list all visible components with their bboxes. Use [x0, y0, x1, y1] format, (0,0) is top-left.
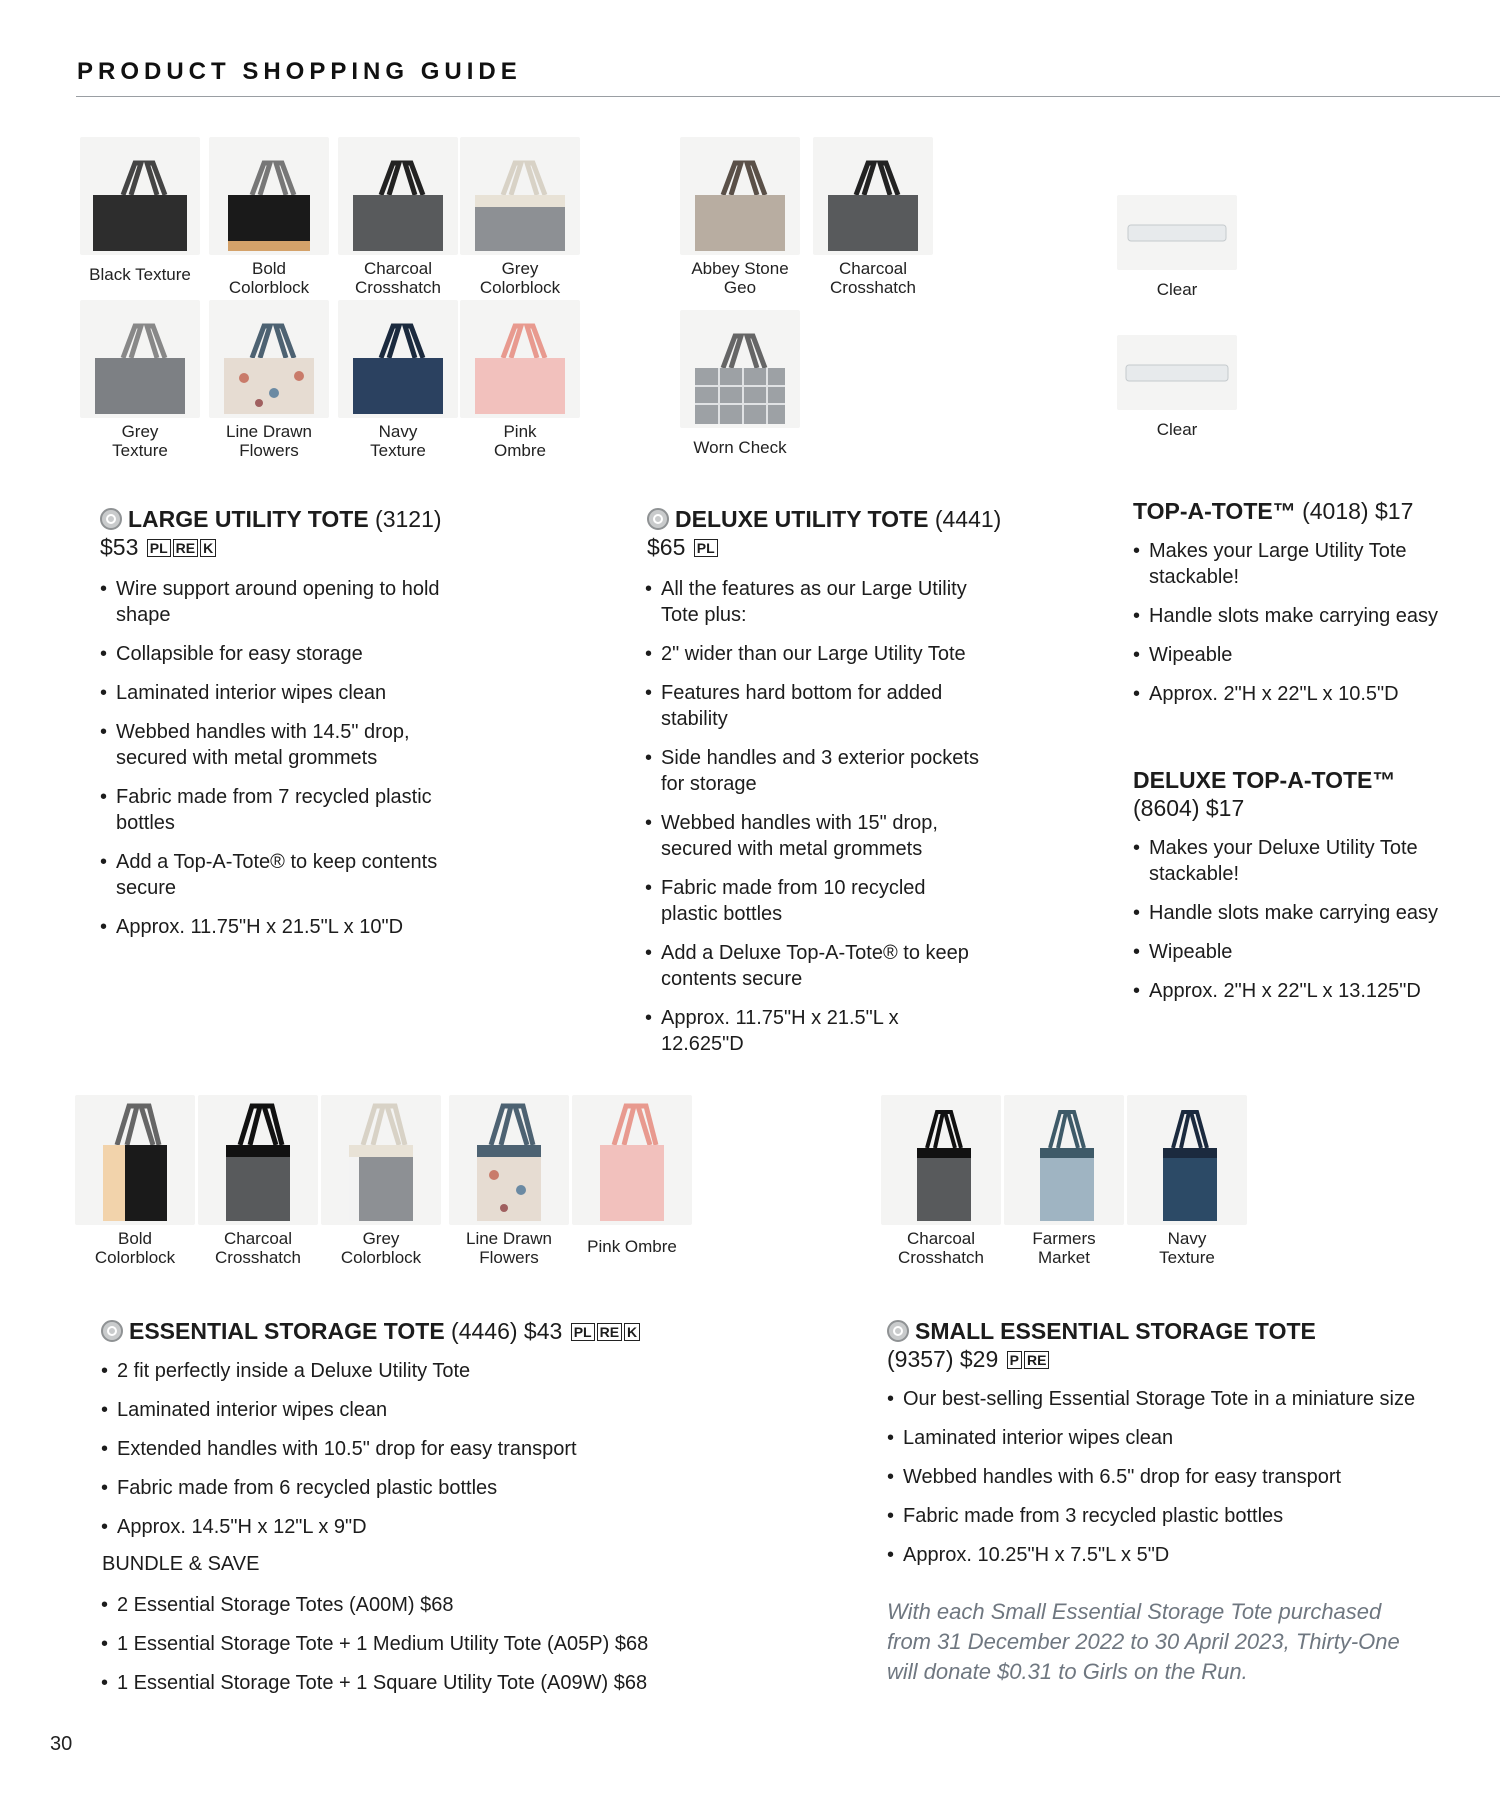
feature-item: • Add a Top-A-Tote® to keep contents secure: [100, 849, 440, 901]
swatch-label: Bold: [251, 259, 287, 278]
large-utility-features: [100, 576, 440, 953]
bundle-item: • 1 Essential Storage Tote + 1 Square Utility Tote (A09W) $68: [101, 1670, 741, 1696]
swatch-ess-charcoal-crosshatch[interactable]: [193, 1095, 323, 1267]
badge-pl: PL: [571, 1323, 595, 1341]
swatch-label-2: Colorblock: [479, 278, 561, 297]
swatch-bold-colorblock[interactable]: [204, 137, 334, 297]
tote-image: [891, 1100, 991, 1225]
large-utility-price-line: [100, 533, 216, 561]
essential-storage-features: [101, 1358, 721, 1553]
top-a-tote-title: [1133, 497, 1413, 525]
feature-item: • Laminated interior wipes clean: [101, 1397, 721, 1423]
swatch-label: Grey: [362, 1229, 400, 1248]
deluxe-top-a-tote-features: [1133, 835, 1463, 1017]
swatch-deluxe-charcoal-crosshatch[interactable]: [808, 137, 938, 297]
header-divider: [76, 96, 1500, 97]
swatch-label: Abbey Stone: [691, 259, 789, 278]
bundle-item: • 2 Essential Storage Totes (A00M) $68: [101, 1592, 741, 1618]
feature-item: • Wipeable: [1133, 939, 1463, 965]
feature-item: • Fabric made from 10 recycled plastic bottles: [645, 875, 985, 927]
product-price: $53: [100, 534, 139, 560]
badge-k: K: [624, 1323, 640, 1341]
swatch-label-2: Geo: [723, 278, 757, 297]
recycle-icon: [100, 508, 122, 530]
swatch-small-navy-texture[interactable]: [1122, 1095, 1252, 1267]
swatch-worn-check[interactable]: [675, 310, 805, 457]
tote-image: [459, 1100, 559, 1225]
feature-item: • Webbed handles with 14.5" drop, secured with metal grommets: [100, 719, 440, 771]
tote-image: [1014, 1100, 1114, 1225]
swatch-charcoal-crosshatch[interactable]: [333, 137, 463, 297]
deluxe-utility-price-line: [647, 533, 718, 561]
swatch-label: Worn Check: [693, 438, 787, 457]
badge-re: RE: [597, 1323, 622, 1341]
swatch-label-2: Texture: [1159, 1248, 1215, 1267]
feature-item: • Fabric made from 3 recycled plastic bottles: [887, 1503, 1467, 1529]
badge-re: RE: [1024, 1351, 1049, 1369]
small-essential-title: [887, 1317, 1316, 1345]
small-essential-price-line: [887, 1345, 1049, 1373]
deluxe-utility-title: [647, 505, 1001, 533]
feature-item: • Wipeable: [1133, 642, 1463, 668]
swatch-label-2: Colorblock: [340, 1248, 422, 1267]
product-code: (3121): [368, 506, 442, 532]
swatch-label: Charcoal: [363, 259, 433, 278]
tote-image: [214, 155, 324, 255]
swatch-small-farmers-market[interactable]: [999, 1095, 1129, 1267]
product-name: LARGE UTILITY TOTE: [128, 506, 369, 532]
swatch-label: Pink: [503, 422, 537, 441]
tote-image: [343, 155, 453, 255]
feature-item: • Webbed handles with 15" drop, secured with metal grommets: [645, 810, 985, 862]
product-name: DELUXE UTILITY TOTE: [675, 506, 929, 532]
swatch-label-2: Colorblock: [228, 278, 310, 297]
product-name: SMALL ESSENTIAL STORAGE TOTE: [915, 1318, 1316, 1344]
page-number: 30: [50, 1733, 73, 1755]
feature-item: • Fabric made from 6 recycled plastic bottles: [101, 1475, 721, 1501]
swatch-label-2: Crosshatch: [830, 278, 916, 297]
swatch-ess-line-drawn-flowers[interactable]: [444, 1095, 574, 1267]
swatch-label: Farmers: [1032, 1229, 1096, 1248]
feature-item: • Collapsible for easy storage: [100, 641, 440, 667]
swatch-label: Line Drawn: [226, 422, 312, 441]
bundle-item: • 1 Essential Storage Tote + 1 Medium Utility Tote (A05P) $68: [101, 1631, 741, 1657]
feature-item: • Approx. 2"H x 22"L x 10.5"D: [1133, 681, 1463, 707]
recycle-icon: [647, 508, 669, 530]
tote-image: [208, 1100, 308, 1225]
swatch-label-2: Colorblock: [94, 1248, 176, 1267]
badge-pl: PL: [147, 539, 171, 557]
tote-image: [685, 328, 795, 428]
feature-item: • Our best-selling Essential Storage Tote in a miniature size: [887, 1386, 1467, 1412]
recycle-icon: [887, 1320, 909, 1342]
swatch-label: Navy: [378, 422, 418, 441]
swatch-label: Grey: [501, 259, 539, 278]
feature-item: • Makes your Large Utility Tote stackable!: [1133, 538, 1463, 590]
swatch-ess-bold-colorblock[interactable]: [70, 1095, 200, 1267]
swatch-label: Charcoal: [906, 1229, 976, 1248]
feature-item: • Approx. 11.75"H x 21.5"L x 10"D: [100, 914, 440, 940]
tote-image: [214, 318, 324, 418]
swatch-line-drawn-flowers[interactable]: [204, 300, 334, 460]
donation-note: With each Small Essential Storage Tote purchased from 31 December 2022 to 30 April 2023, Thirty-One will donate $0.31 to Girls on the Run.: [887, 1599, 1400, 1684]
badge-k: K: [200, 539, 216, 557]
product-price: $65: [647, 534, 686, 560]
swatch-ess-pink-ombre[interactable]: [567, 1095, 697, 1256]
swatch-ess-grey-colorblock[interactable]: [316, 1095, 446, 1267]
tote-image: [465, 318, 575, 418]
product-code: (4018) $17: [1295, 498, 1414, 524]
swatch-label-2: Flowers: [239, 441, 299, 460]
feature-item: • Wire support around opening to hold shape: [100, 576, 440, 628]
swatch-label: Pink Ombre: [587, 1237, 677, 1256]
feature-item: • Handle slots make carrying easy: [1133, 603, 1463, 629]
tote-image: [85, 155, 195, 255]
swatch-label-2: Crosshatch: [215, 1248, 301, 1267]
deluxe-utility-features: [645, 576, 985, 1070]
tote-image: [85, 1100, 185, 1225]
large-utility-title: [100, 505, 442, 533]
swatch-label: Bold: [117, 1229, 153, 1248]
feature-item: • All the features as our Large Utility Tote plus:: [645, 576, 985, 628]
feature-item: • Handle slots make carrying easy: [1133, 900, 1463, 926]
swatch-black-texture[interactable]: [75, 137, 205, 284]
swatch-label-2: Texture: [370, 441, 426, 460]
feature-item: • Approx. 2"H x 22"L x 13.125"D: [1133, 978, 1463, 1004]
swatch-grey-texture[interactable]: [75, 300, 205, 460]
product-name: DELUXE TOP-A-TOTE™: [1133, 767, 1396, 793]
swatch-label: Clear: [1156, 280, 1198, 299]
badge-re: RE: [173, 539, 198, 557]
bundle-list: [101, 1592, 741, 1709]
page-title: PRODUCT SHOPPING GUIDE: [77, 58, 522, 85]
feature-item: • Laminated interior wipes clean: [100, 680, 440, 706]
swatch-small-charcoal-crosshatch[interactable]: [876, 1095, 1006, 1267]
lid-image: [1122, 353, 1232, 393]
swatch-label-2: Flowers: [479, 1248, 539, 1267]
swatch-pink-ombre[interactable]: [455, 300, 585, 460]
small-essential-features: [887, 1386, 1467, 1581]
deluxe-top-a-tote-code: [1133, 794, 1244, 822]
badge-p: P: [1007, 1351, 1022, 1369]
tote-image: [343, 318, 453, 418]
swatch-navy-texture[interactable]: [333, 300, 463, 460]
product-code: (8604) $17: [1133, 795, 1245, 821]
tote-image: [85, 318, 195, 418]
swatch-label: Line Drawn: [466, 1229, 552, 1248]
swatch-clear-deluxe-top-a-tote[interactable]: [1112, 335, 1242, 439]
product-name: ESSENTIAL STORAGE TOTE: [129, 1318, 445, 1344]
tote-image: [331, 1100, 431, 1225]
feature-item: • Add a Deluxe Top-A-Tote® to keep contents secure: [645, 940, 985, 992]
feature-item: • Makes your Deluxe Utility Tote stackable!: [1133, 835, 1463, 887]
recycle-icon: [101, 1320, 123, 1342]
feature-item: • Approx. 10.25"H x 7.5"L x 5"D: [887, 1542, 1467, 1568]
badge-pl: PL: [694, 539, 718, 557]
feature-item: • Approx. 14.5"H x 12"L x 9"D: [101, 1514, 721, 1540]
feature-item: • Laminated interior wipes clean: [887, 1425, 1467, 1451]
bundle-heading: BUNDLE & SAVE: [102, 1553, 260, 1575]
feature-item: • Fabric made from 7 recycled plastic bottles: [100, 784, 440, 836]
swatch-label: Grey: [121, 422, 159, 441]
feature-item: • Features hard bottom for added stability: [645, 680, 985, 732]
tote-image: [685, 155, 795, 255]
essential-storage-title: [101, 1317, 640, 1345]
product-code: (9357) $29: [887, 1346, 999, 1372]
swatch-clear-top-a-tote[interactable]: [1112, 195, 1242, 299]
tote-image: [1137, 1100, 1237, 1225]
feature-item: • Extended handles with 10.5" drop for easy transport: [101, 1436, 721, 1462]
swatch-label-2: Crosshatch: [355, 278, 441, 297]
feature-item: • Webbed handles with 6.5" drop for easy transport: [887, 1464, 1467, 1490]
swatch-label-2: Crosshatch: [898, 1248, 984, 1267]
swatch-label-2: Market: [1038, 1248, 1090, 1267]
tote-image: [465, 155, 575, 255]
swatch-label-2: Texture: [112, 441, 168, 460]
feature-item: • 2" wider than our Large Utility Tote: [645, 641, 985, 667]
product-code: (4441): [928, 506, 1002, 532]
product-code: (4446) $43: [444, 1318, 563, 1344]
swatch-label: Clear: [1156, 420, 1198, 439]
swatch-grey-colorblock[interactable]: [455, 137, 585, 297]
product-name: TOP-A-TOTE™: [1133, 498, 1296, 524]
feature-item: • 2 fit perfectly inside a Deluxe Utility Tote: [101, 1358, 721, 1384]
lid-image: [1122, 213, 1232, 253]
swatch-label: Charcoal: [838, 259, 908, 278]
top-a-tote-features: [1133, 538, 1463, 720]
tote-image: [582, 1100, 682, 1225]
swatch-abbey-stone-geo[interactable]: [675, 137, 805, 297]
swatch-label: Charcoal: [223, 1229, 293, 1248]
feature-item: • Approx. 11.75"H x 21.5"L x 12.625"D: [645, 1005, 985, 1057]
tote-image: [818, 155, 928, 255]
swatch-label-2: Ombre: [494, 441, 546, 460]
feature-item: • Side handles and 3 exterior pockets for storage: [645, 745, 985, 797]
deluxe-top-a-tote-title: [1133, 766, 1395, 794]
swatch-label: Navy: [1167, 1229, 1207, 1248]
swatch-label: Black Texture: [89, 265, 191, 284]
